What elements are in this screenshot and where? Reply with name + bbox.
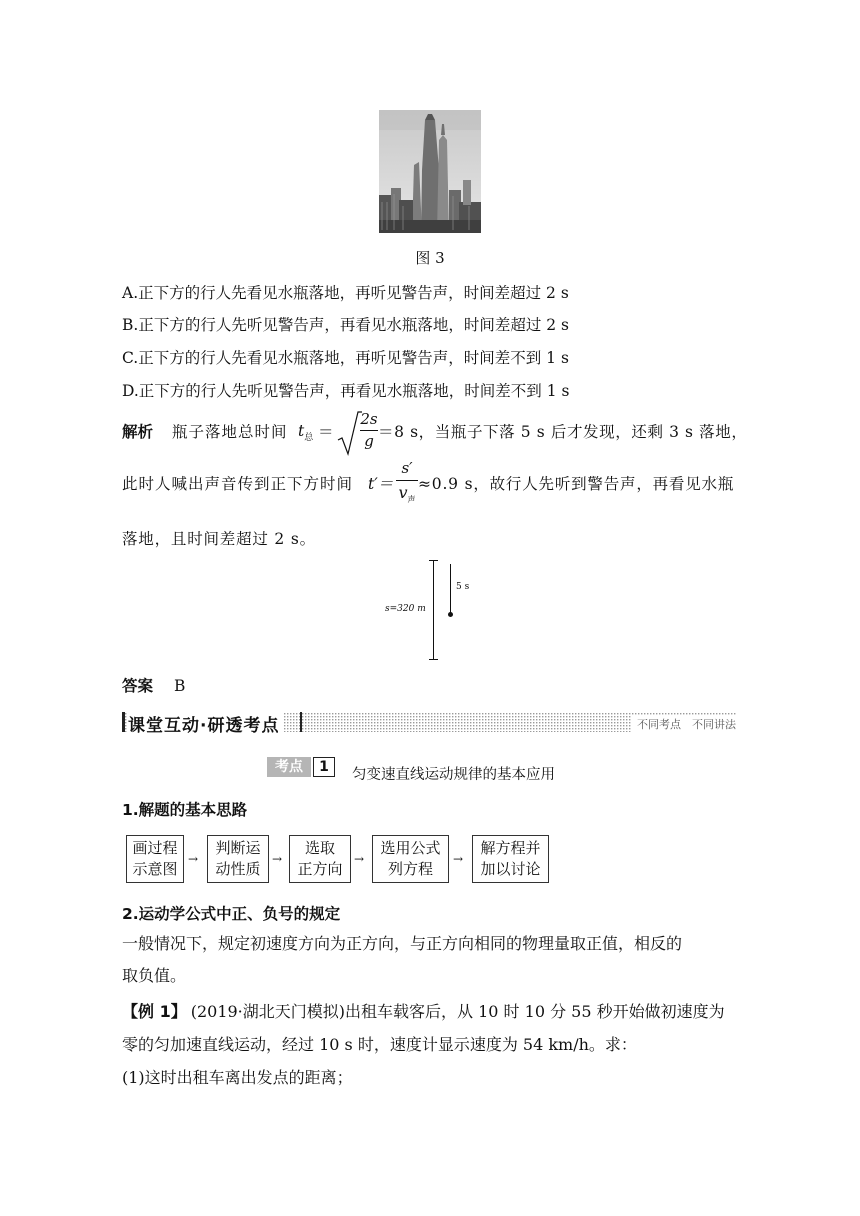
fall-line	[450, 564, 451, 614]
flow-box-1: 画过程 示意图	[126, 835, 184, 883]
answer-label: 答案	[122, 677, 154, 695]
fraction2-denominator: $v_声$	[398, 483, 416, 505]
fraction2-bar	[396, 480, 418, 481]
analysis-line-2: 此时人喊出声音传到正下方时间	[122, 475, 354, 493]
flow-box-2: 判断运 动性质	[207, 835, 269, 883]
height-top-tick	[429, 560, 438, 561]
height-line	[433, 560, 434, 660]
fraction-denominator: g	[364, 432, 374, 450]
flow-box-3: 选取 正方向	[289, 835, 351, 883]
analysis-label: 解析	[122, 423, 154, 441]
example-source: (2019·湖北天门模拟)	[190, 1002, 346, 1021]
flow-arrow-icon: →	[272, 852, 283, 866]
t-total: $t_总$	[298, 422, 314, 444]
figure-caption: 图 3	[415, 249, 445, 267]
t-prime: t′＝	[368, 475, 394, 493]
flow-arrow-icon: →	[453, 852, 464, 866]
kaodian-badge-label: 考点	[267, 757, 311, 777]
analysis-line-1-rest: ＝8 s，当瓶子下落 5 s 后才发现，还剩 3 s 落地，	[378, 423, 748, 441]
analysis-line-1: 解析 瓶子落地总时间	[122, 423, 288, 441]
equals-sign: ＝	[318, 423, 334, 441]
example-line-2: 零的匀加速直线运动，经过 10 s 时，速度计显示速度为 54 km/h。求：	[122, 1035, 637, 1054]
answer-line	[122, 676, 185, 696]
option-c: C.正下方的行人先看见水瓶落地，再听见警告声，时间差不到 1 s	[122, 349, 569, 367]
sqrt-sign	[336, 410, 362, 458]
example-line-1: 【例 1】 (2019·湖北天门模拟)出租车载客后，从 10 时 10 分 55 秒开始做初速度为	[122, 1002, 725, 1021]
kaodian-badge-number: 1	[313, 757, 335, 777]
analysis-line-3: 落地，且时间差超过 2 s。	[122, 530, 316, 548]
time-label: 5 s	[456, 582, 470, 592]
example-question-1: (1)这时出租车离出发点的距离；	[122, 1068, 353, 1087]
section-title: 课堂互动·研透考点	[128, 711, 283, 736]
bottle-dot	[448, 612, 453, 617]
skyline-photo	[379, 110, 481, 233]
fraction-bar	[360, 430, 378, 431]
point2-body-line-1: 一般情况下，规定初速度方向为正方向，与正方向相同的物理量取正值，相反的	[122, 934, 683, 953]
section-right-text: 不同考点 不同讲法	[631, 716, 736, 732]
analysis-line-2-rest: ≈0.9 s，故行人先听到警告声，再看见水瓶	[418, 475, 735, 493]
flow-box-5: 解方程并 加以讨论	[472, 835, 549, 883]
point2-body-line-2: 取负值。	[122, 966, 187, 985]
kaodian-badge	[267, 757, 335, 777]
option-a: A.正下方的行人先看见水瓶落地，再听见警告声，时间差超过 2 s	[122, 284, 569, 302]
fraction2-numerator: s′	[401, 459, 413, 477]
flow-arrow-icon: →	[188, 852, 199, 866]
point2-heading: 2.运动学公式中正、负号的规定	[122, 905, 341, 923]
height-bottom-tick	[429, 659, 438, 660]
flow-arrow-icon: →	[354, 852, 365, 866]
example-label: 【例 1】	[122, 1002, 187, 1021]
answer-value: B	[173, 677, 186, 695]
option-d: D.正下方的行人先听见警告声，再看见水瓶落地，时间差不到 1 s	[122, 382, 570, 400]
fraction-numerator: 2s	[360, 410, 378, 428]
flow-box-4: 选用公式 列方程	[372, 835, 449, 883]
option-b: B.正下方的行人先听见警告声，再看见水瓶落地，时间差超过 2 s	[122, 316, 569, 334]
height-label: s=320 m	[385, 604, 426, 614]
point1-heading: 1.解题的基本思路	[122, 801, 248, 819]
kaodian-title: 匀变速直线运动规律的基本应用	[352, 767, 555, 783]
